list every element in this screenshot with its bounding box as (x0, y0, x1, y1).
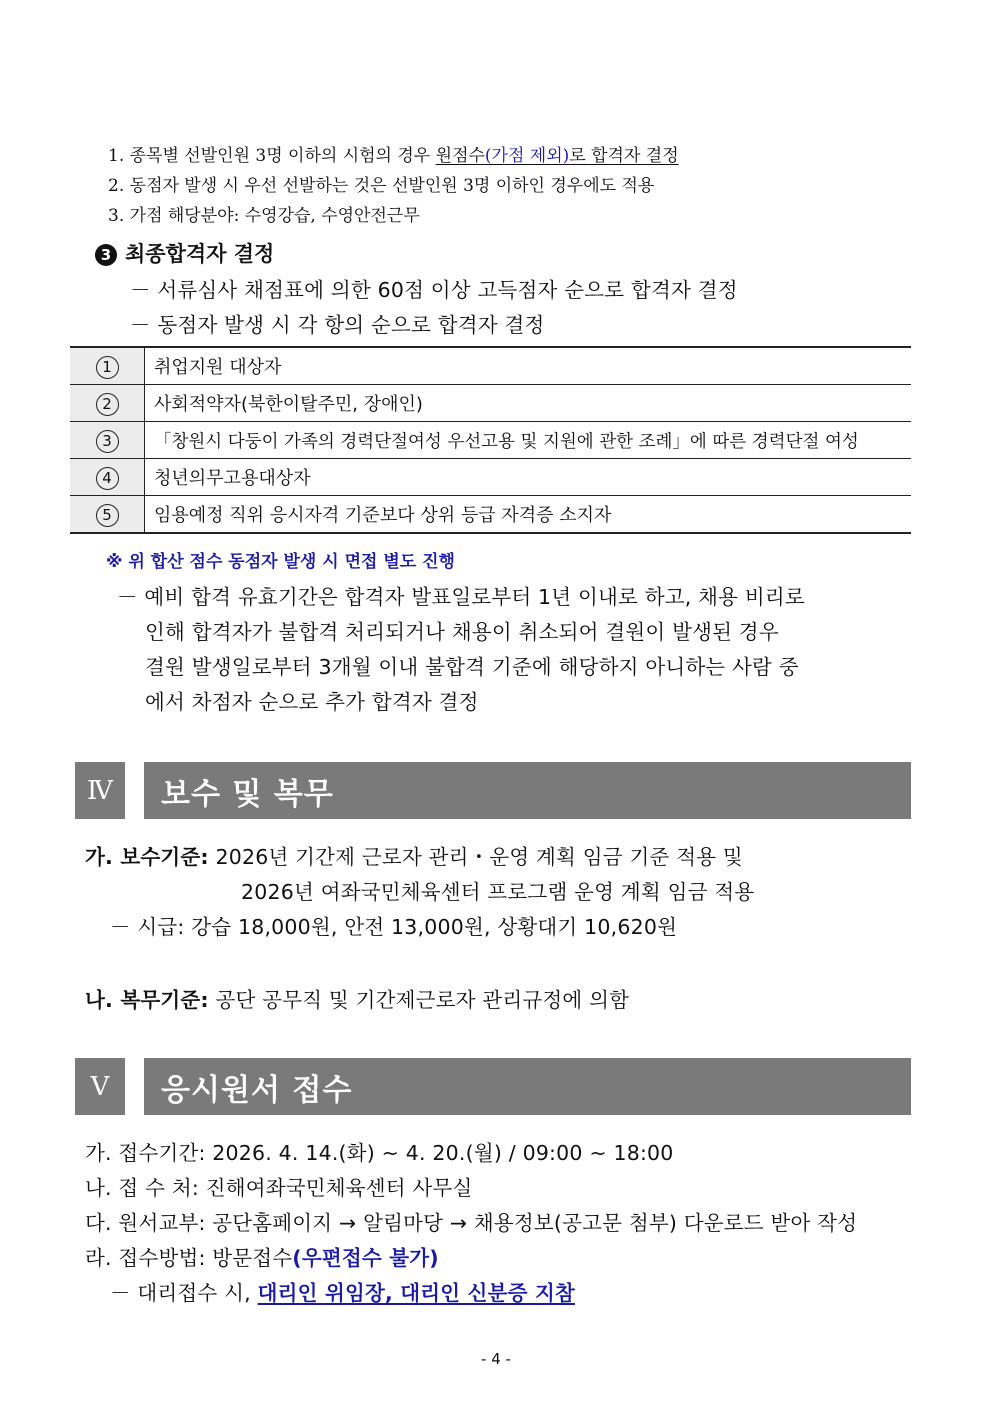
priority-table (70, 346, 911, 534)
rank-text: 청년의무고용대상자 (145, 459, 912, 496)
number-3-icon: 3 (95, 244, 117, 266)
section-5-title: 응시원서 접수 (144, 1058, 911, 1115)
proxy-application: － 대리접수 시, 대리인 위임장, 대리인 신분증 지참 (110, 1281, 575, 1305)
duty-standard: 나. 복무기준: 공단 공무직 및 기간제근로자 관리규정에 의함 (85, 988, 630, 1012)
note-1: 1. 종목별 선발인원 3명 이하의 시험의 경우 원점수(가점 제외)로 합격자 결정 (108, 146, 679, 166)
hourly-wage: － 시급: 강습 18,000원, 안전 13,000원, 상황대기 10,620원 (110, 915, 678, 939)
rank-text: 취업지원 대상자 (145, 347, 912, 385)
rank-number: 3 (96, 430, 119, 453)
rank-number: 2 (96, 393, 119, 416)
reserve-line-3: 결원 발생일로부터 3개월 이내 불합격 기준에 해당하지 아니하는 사람 중 (145, 655, 799, 679)
rank-number: 1 (96, 356, 119, 379)
table-row (70, 422, 911, 459)
interview-note: ※ 위 합산 점수 동점자 발생 시 면접 별도 진행 (106, 552, 455, 572)
rank-text: 임용예정 직위 응시자격 기준보다 상위 등급 자격증 소지자 (145, 496, 912, 534)
pay-standard: 가. 보수기준: 2026년 기간제 근로자 관리・운영 계획 임금 기준 적용 및 (85, 845, 743, 869)
reserve-line-4: 에서 차점자 순으로 추가 합격자 결정 (145, 690, 479, 714)
table-row (70, 385, 911, 422)
pay-standard-line-2: 2026년 여좌국민체육센터 프로그램 운영 계획 임금 적용 (241, 880, 755, 904)
application-method: 라. 접수방법: 방문접수(우편접수 불가) (85, 1246, 439, 1270)
reserve-line-1: － 예비 합격 유효기간은 합격자 발표일로부터 1년 이내로 하고, 채용 비리로 (117, 585, 805, 609)
rank-number: 5 (96, 504, 119, 527)
section-5-number: Ⅴ (75, 1058, 125, 1115)
table-row (70, 347, 911, 385)
page-number: - 4 - (481, 1350, 511, 1368)
application-period: 가. 접수기간: 2026. 4. 14.(화) ~ 4. 20.(월) / 09:00 ~ 18:00 (85, 1141, 674, 1165)
note-3: 3. 가점 해당분야: 수영강습, 수영안전근무 (108, 206, 420, 226)
final-line-1: － 서류심사 채점표에 의한 60점 이상 고득점자 순으로 합격자 결정 (130, 278, 738, 302)
application-form: 다. 원서교부: 공단홈페이지 → 알림마당 → 채용정보(공고문 첨부) 다운로드 받아 작성 (85, 1211, 858, 1235)
note-2: 2. 동점자 발생 시 우선 선발하는 것은 선발인원 3명 이하인 경우에도 적용 (108, 176, 655, 196)
section-4-title: 보수 및 복무 (144, 762, 911, 819)
final-line-2: － 동점자 발생 시 각 항의 순으로 합격자 결정 (130, 313, 545, 337)
reserve-line-2: 인해 합격자가 불합격 처리되거나 채용이 취소되어 결원이 발생된 경우 (145, 620, 779, 644)
table-row (70, 459, 911, 496)
section-4-number: Ⅳ (75, 762, 125, 819)
rank-number: 4 (96, 467, 119, 490)
final-heading: 3 최종합격자 결정 (95, 238, 274, 268)
rank-text: 「창원시 다둥이 가족의 경력단절여성 우선고용 및 지원에 관한 조례」에 따른 경력단절 여성 (145, 422, 912, 459)
rank-text: 사회적약자(북한이탈주민, 장애인) (145, 385, 912, 422)
table-row (70, 496, 911, 534)
application-place: 나. 접 수 처: 진해여좌국민체육센터 사무실 (85, 1176, 473, 1200)
